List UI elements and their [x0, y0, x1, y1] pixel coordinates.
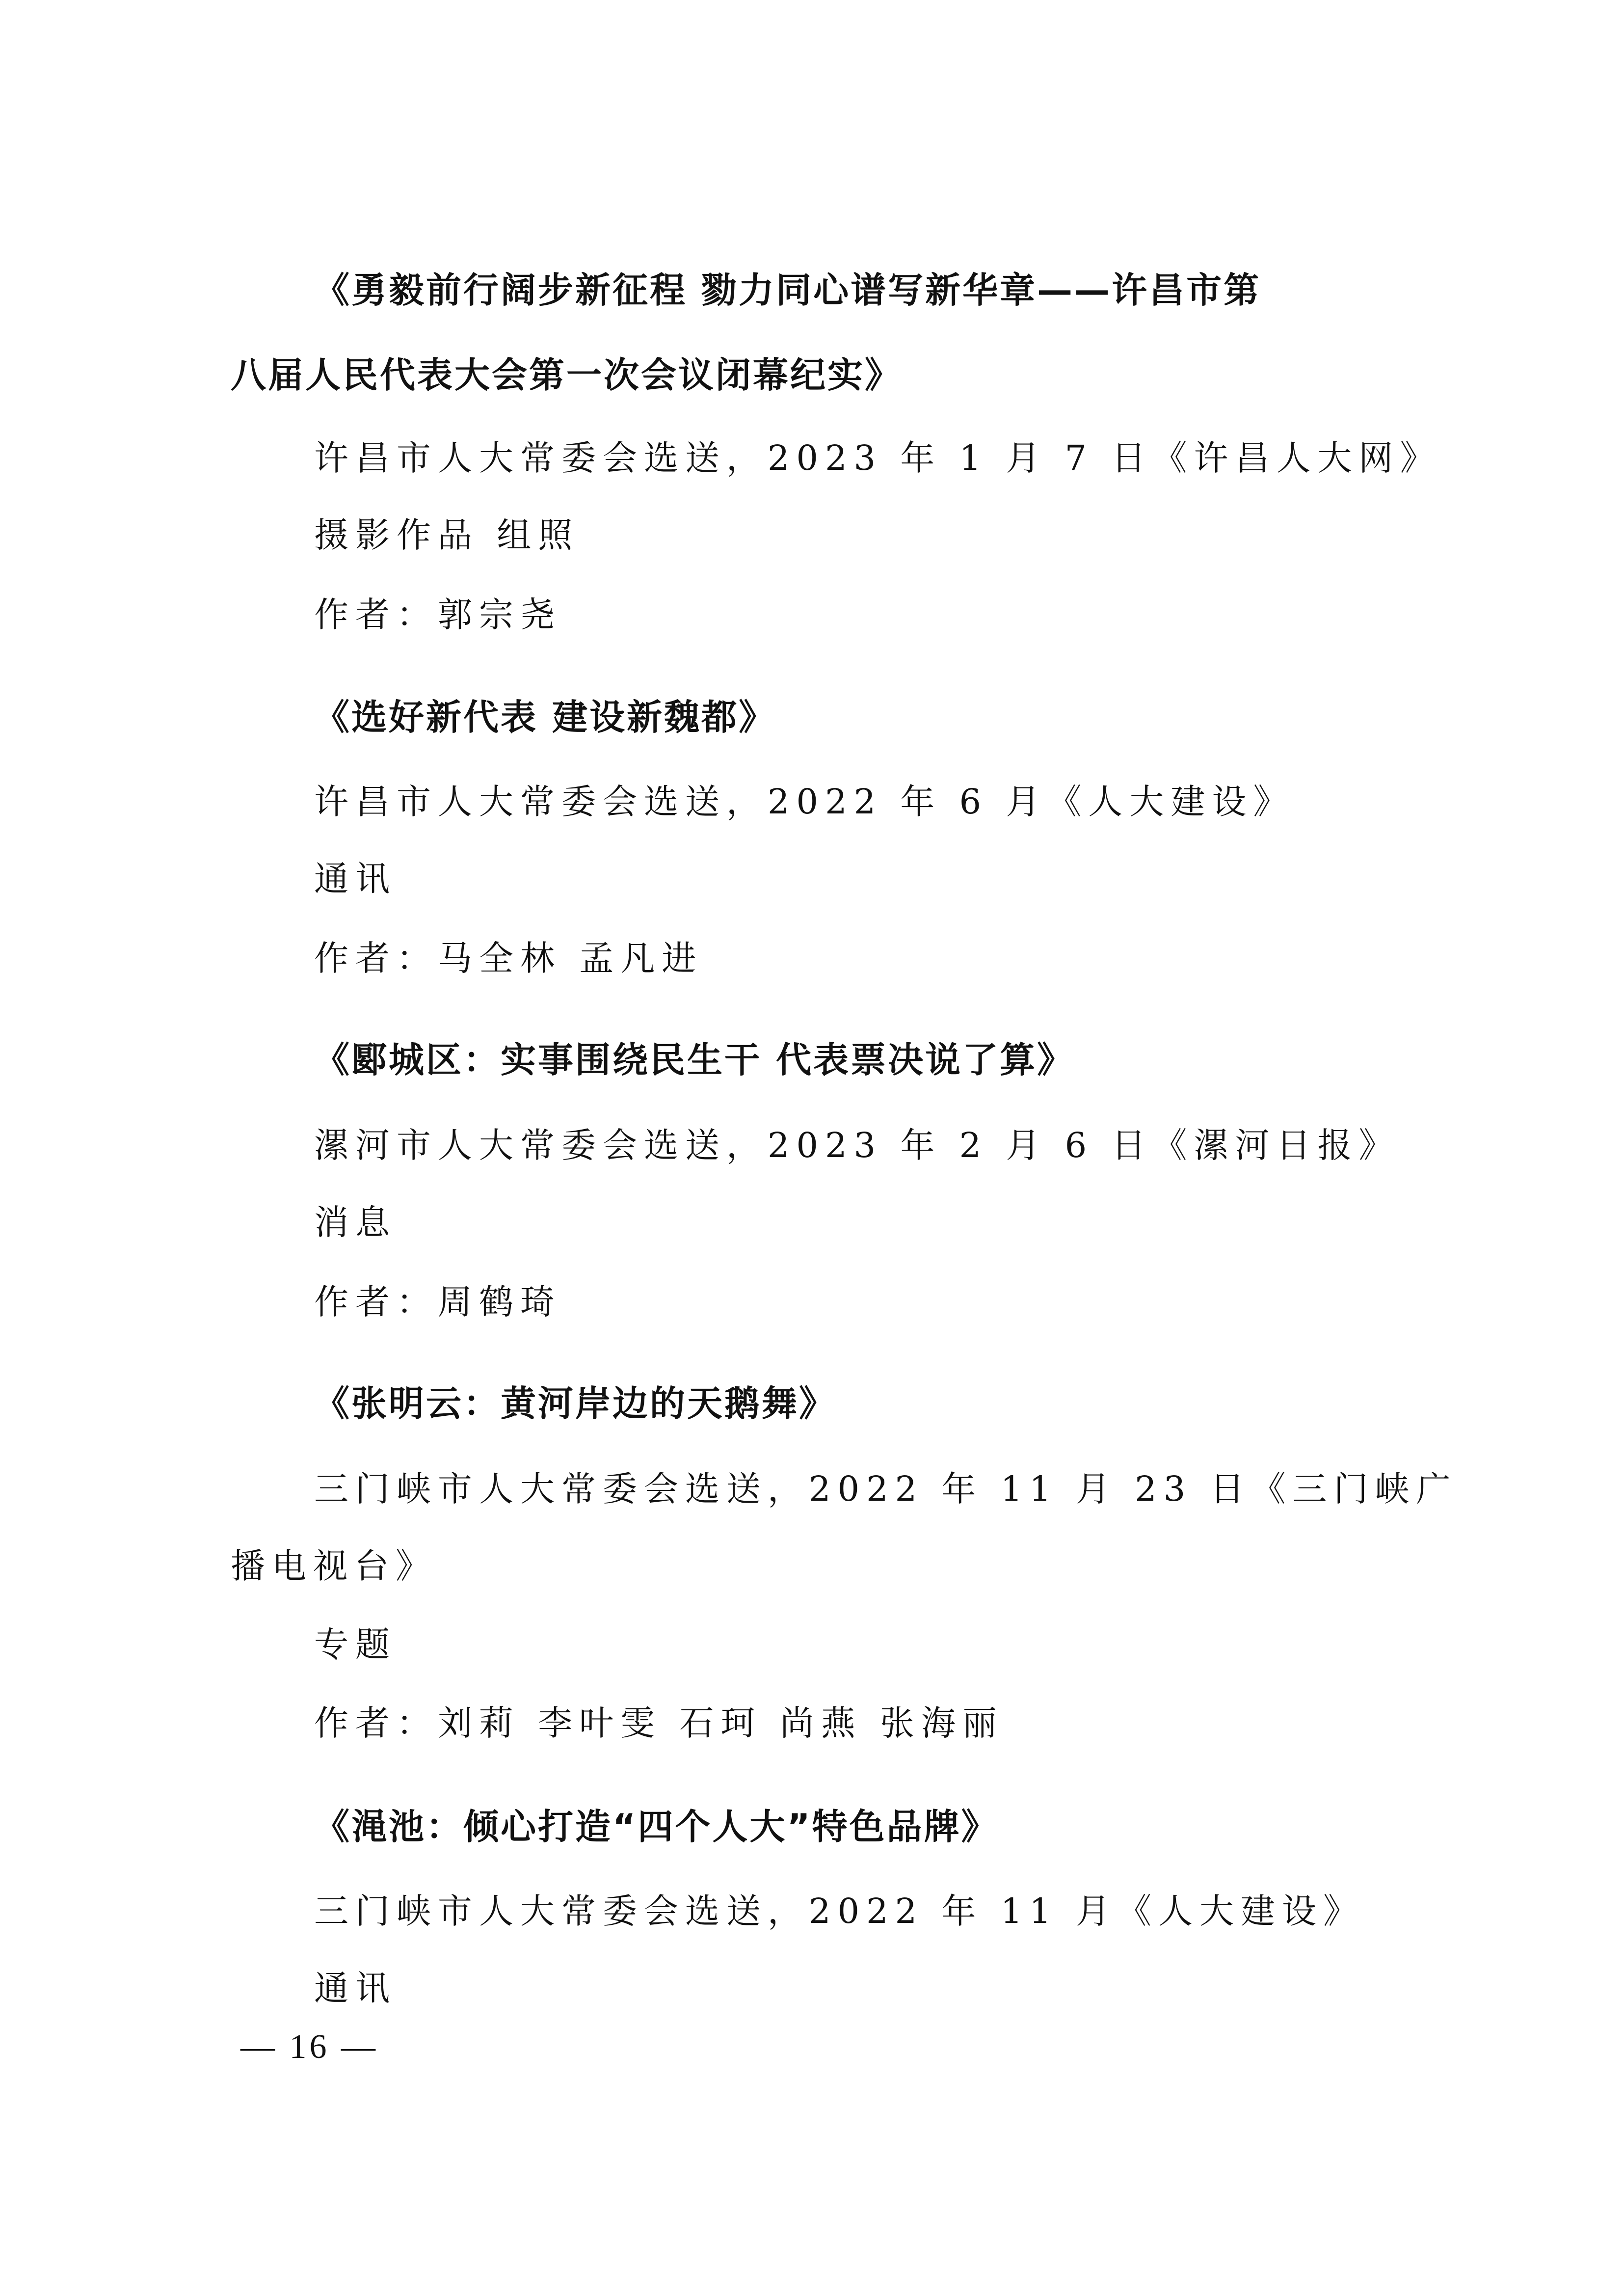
- page-number: — 16 —: [240, 2028, 378, 2066]
- entry-4-source-line2: 播电视台》: [231, 1546, 437, 1586]
- entry-5-genre: 通讯: [314, 1968, 397, 2008]
- entry-4-title: 《张明云：黄河岸边的天鹅舞》: [314, 1383, 837, 1424]
- entry-2-genre: 通讯: [314, 859, 397, 899]
- entry-1-source: 许昌市人大常委会选送，2023 年 1 月 7 日《许昌人大网》: [314, 438, 1441, 478]
- entry-3-authors: 作者：周鹤琦: [314, 1282, 561, 1322]
- entry-2-source: 许昌市人大常委会选送，2022 年 6 月《人大建设》: [314, 782, 1295, 822]
- entry-3-genre: 消息: [314, 1202, 397, 1243]
- entry-3-title: 《郾城区：实事围绕民生干 代表票决说了算》: [314, 1039, 1075, 1080]
- entry-4-authors: 作者：刘莉 李叶雯 石珂 尚燕 张海丽: [314, 1703, 1004, 1743]
- entry-1-authors: 作者：郭宗尧: [314, 594, 561, 635]
- entry-4-genre: 专题: [314, 1624, 397, 1665]
- entry-1-genre: 摄影作品 组照: [314, 515, 580, 555]
- entry-5-source: 三门峡市人大常委会选送，2022 年 11 月《人大建设》: [314, 1891, 1364, 1931]
- entry-1-title-line2: 八届人民代表大会第一次会议闭幕纪实》: [231, 354, 903, 396]
- entry-5-title: 《渑池：倾心打造“四个人大”特色品牌》: [314, 1806, 999, 1847]
- entry-3-source: 漯河市人大常委会选送，2023 年 2 月 6 日《漯河日报》: [314, 1125, 1400, 1165]
- entry-2-title: 《选好新代表 建设新魏都》: [314, 697, 776, 738]
- entry-2-authors: 作者：马全林 孟凡进: [314, 938, 703, 978]
- entry-1-title-line1: 《勇毅前行阔步新征程 勠力同心谱写新华章——许昌市第: [314, 270, 1261, 311]
- entry-4-source-line1: 三门峡市人大常委会选送，2022 年 11 月 23 日《三门峡广: [314, 1469, 1458, 1509]
